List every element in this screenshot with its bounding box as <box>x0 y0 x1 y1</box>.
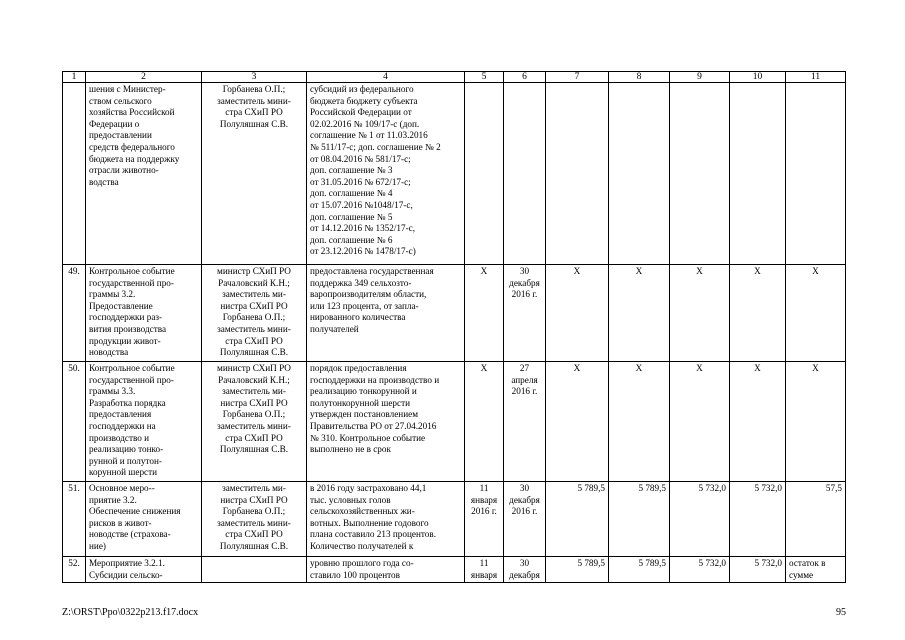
fact-date: 30 декабря 2016 г. <box>504 482 546 557</box>
table-row <box>63 83 846 265</box>
value-cell: X <box>670 265 730 362</box>
value-cell: 5 732,0 <box>670 557 730 583</box>
value-cell: X <box>546 265 609 362</box>
event-name: Контрольное событие государственной про- граммы 3.2. Предоставление господдержки раз- вития производства продукции живот- новодства <box>86 265 202 362</box>
header-cell: 5 <box>465 72 504 83</box>
event-name: Основное меро-- приятие 3.2. Обеспечение снижения рисков в живот- новодстве (страхова- ние) <box>86 482 202 557</box>
result: в 2016 году застраховано 44,1 тыс. условных голов сельскохозяйственных жи- вотных. Выполнение годового плана составило 213 процентов. Количество получателей к <box>307 482 465 557</box>
value-cell <box>546 83 609 265</box>
plan-date: X <box>465 362 504 482</box>
event-name: Мероприятие 3.2.1. Субсидии сельско- <box>86 557 202 583</box>
result: предоставлена государственная поддержка 349 сельхозто- варопроизводителям области, или 123 процента, от запла- нированного количества получателей <box>307 265 465 362</box>
value-cell: X <box>670 362 730 482</box>
page-number: 95 <box>836 607 846 618</box>
value-cell: 5 732,0 <box>730 482 786 557</box>
row-number: 51. <box>63 482 86 557</box>
responsible <box>202 557 307 583</box>
header-cell: 9 <box>670 72 730 83</box>
plan-date: X <box>465 265 504 362</box>
row-number: 49. <box>63 265 86 362</box>
header-cell: 1 <box>63 72 86 83</box>
value-cell: 5 789,5 <box>546 557 609 583</box>
header-cell: 2 <box>86 72 202 83</box>
plan-date: 11 января <box>465 557 504 583</box>
value-cell: остаток в сумме <box>786 557 846 583</box>
fact-date: 30 декабря <box>504 557 546 583</box>
value-cell: X <box>609 362 670 482</box>
header-cell: 4 <box>307 72 465 83</box>
value-cell: 5 732,0 <box>730 557 786 583</box>
fact-date: 30 декабря 2016 г. <box>504 265 546 362</box>
value-cell: 57,5 <box>786 482 846 557</box>
table-header-row <box>63 72 846 83</box>
event-name: шения с Министер- ством сельского хозяйства Российской Федерации о предоставлении средств федерального бюджета на поддержку отрасли животно- водства <box>86 83 202 265</box>
row-number: 52. <box>63 557 86 583</box>
value-cell <box>609 83 670 265</box>
responsible: министр СХиП РО Рачаловский К.Н.; заместитель ми- нистра СХиП РО Горбанева О.П.; заместитель мини- стра СХиП РО Полуляшная С.В. <box>202 362 307 482</box>
header-cell: 8 <box>609 72 670 83</box>
row-number <box>63 83 86 265</box>
header-cell: 6 <box>504 72 546 83</box>
table-row <box>63 557 846 583</box>
responsible: заместитель ми- нистра СХиП РО Горбанева О.П.; заместитель мини- стра СХиП РО Полуляшная С.В. <box>202 482 307 557</box>
table-row <box>63 482 846 557</box>
plan-date <box>465 83 504 265</box>
event-name: Контрольное событие государственной про- граммы 3.3. Разработка порядка предоставления господдержки на производство и реализацию тонко- рунной и полутон- корунной шерсти <box>86 362 202 482</box>
report-table <box>62 71 846 583</box>
fact-date <box>504 83 546 265</box>
responsible: министр СХиП РО Рачаловский К.Н.; заместитель ми- нистра СХиП РО Горбанева О.П.; заместитель мини- стра СХиП РО Полуляшная С.В. <box>202 265 307 362</box>
value-cell: X <box>546 362 609 482</box>
result: субсидий из федерального бюджета бюджету субъекта Российской Федерации от 02.02.2016 № 109/17-с (доп. соглашение № 1 от 11.03.2016 № 511/17-с; доп. соглашение № 2 от 08.04.2016 № 581/17-с; доп. соглашение № 3 от 31.05.2016 № 672/17-с; доп. соглашение № 4 от 15.07.2016 №1048/17-с, доп. соглашение № 5 от 14.12.2016 № 1352/17-с, доп. соглашение № 6 от 23.12.2016 № 1478/17-с) <box>307 83 465 265</box>
header-cell: 11 <box>786 72 846 83</box>
table-row <box>63 265 846 362</box>
value-cell: 5 732,0 <box>670 482 730 557</box>
row-number: 50. <box>63 362 86 482</box>
header-cell: 10 <box>730 72 786 83</box>
value-cell: 5 789,5 <box>546 482 609 557</box>
result: уровню прошлого года со- ставило 100 процентов <box>307 557 465 583</box>
value-cell <box>670 83 730 265</box>
header-cell: 3 <box>202 72 307 83</box>
table-row <box>63 362 846 482</box>
plan-date: 11 января 2016 г. <box>465 482 504 557</box>
fact-date: 27 апреля 2016 г. <box>504 362 546 482</box>
value-cell <box>786 83 846 265</box>
header-cell: 7 <box>546 72 609 83</box>
value-cell <box>730 83 786 265</box>
value-cell: X <box>730 362 786 482</box>
value-cell: X <box>786 362 846 482</box>
value-cell: 5 789,5 <box>609 557 670 583</box>
value-cell: X <box>730 265 786 362</box>
responsible: Горбанева О.П.; заместитель мини- стра СХиП РО Полуляшная С.В. <box>202 83 307 265</box>
value-cell: X <box>786 265 846 362</box>
result: порядок предоставления господдержки на производство и реализацию тонкорунной и полутонкорунной шерсти утвержден постановлением Правительства РО от 27.04.2016 № 310. Контрольное событие выполнено не в срок <box>307 362 465 482</box>
file-path: Z:\ORST\Ppo\0322p213.f17.docx <box>62 607 199 618</box>
value-cell: 5 789,5 <box>609 482 670 557</box>
value-cell: X <box>609 265 670 362</box>
